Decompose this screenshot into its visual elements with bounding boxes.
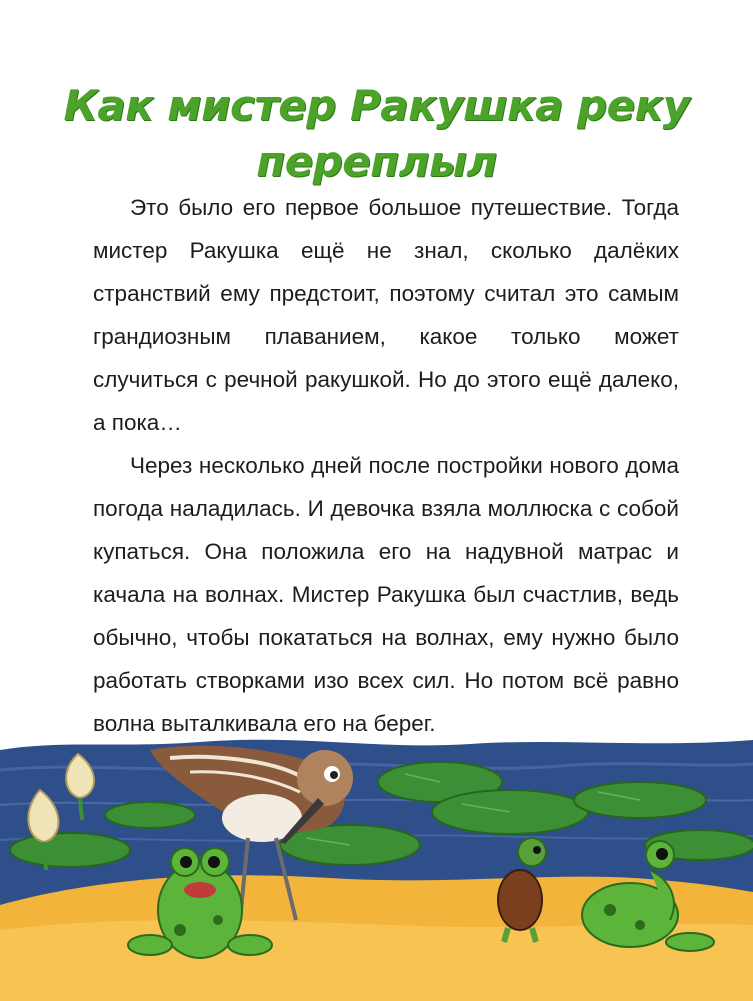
paragraph-1: Это было его первое большое путешествие. Тогда мистер Ракушка ещё не знал, сколько далёких странствий ему предстоит, поэтому считал это самым грандиозным плаванием, какое только может случиться с речной ракушкой. Но до этого ещё далеко, а пока… bbox=[93, 195, 679, 435]
story-title-line-2: переплыл bbox=[256, 137, 497, 186]
story-title bbox=[60, 78, 693, 190]
paragraph-2: Через несколько дней после постройки нового дома погода наладилась. И девочка взяла моллюска с собой купаться. Она положила его на надувной матрас и качала на волнах. Мистер Ракушка был счастлив, ведь обычно, чтобы покататься на волнах, ему нужно было работать створками изо всех сил. Но потом всё равно волна выталкивала его на берег. bbox=[93, 453, 679, 736]
story-title-line-1: Как мистер Ракушка реку bbox=[63, 81, 690, 130]
story-text bbox=[93, 186, 679, 745]
river-illustration bbox=[0, 730, 753, 1001]
